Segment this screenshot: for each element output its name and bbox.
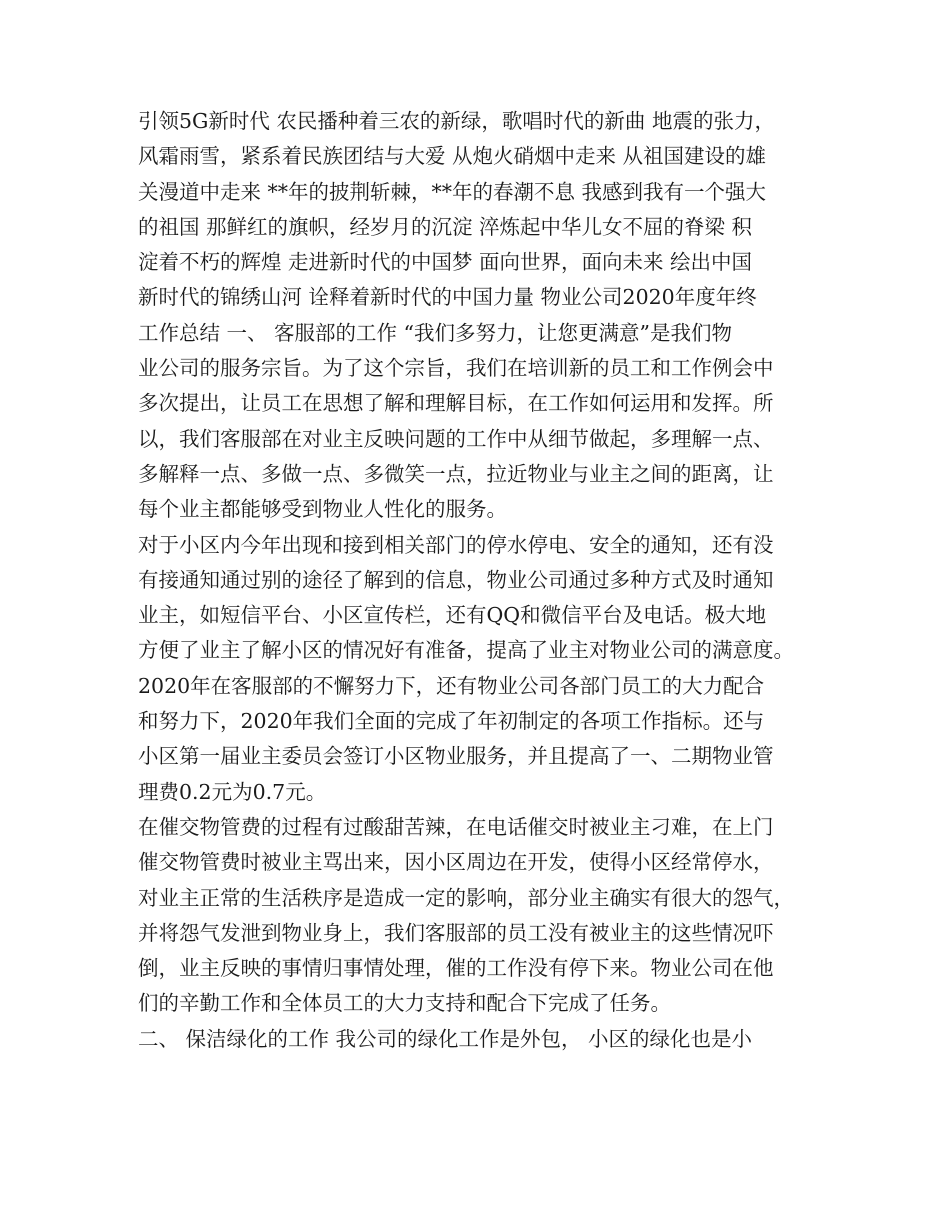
text-line: 倒，业主反映的事情归事情处理，催的工作没有停下来。物业公司在他: [138, 956, 774, 981]
text-line: 新时代的锦绣山河 诠释着新时代的中国力量 物业公司2020年度年终: [138, 285, 757, 310]
text-line: 风霜雨雪，紧系着民族团结与大爱 从炮火硝烟中走来 从祖国建设的雄: [138, 144, 767, 169]
text-line: 的祖国 那鲜红的旗帜，经岁月的沉淀 淬炼起中华儿女不屈的脊梁 积: [138, 214, 753, 239]
text-line: 每个业主都能够受到物业人性化的服务。: [138, 497, 507, 522]
text-line: 业主，如短信平台、小区宣传栏，还有QQ和微信平台及电话。极大地: [138, 603, 767, 628]
text-line: 淀着不朽的辉煌 走进新时代的中国梦 面向世界，面向未来 绘出中国: [138, 250, 753, 275]
text-line: 催交物管费时被业主骂出来，因小区周边在开发，使得小区经常停水，: [138, 850, 774, 875]
text-line: 引领5G新时代 农民播种着三农的新绿，歌唱时代的新曲 地震的张力，: [138, 109, 775, 133]
text-line: 和努力下，2020年我们全面的完成了年初制定的各项工作指标。还与: [138, 709, 765, 734]
text-line: 以，我们客服部在对业主反映问题的工作中从细节做起，多理解一点、: [138, 426, 774, 451]
text-line: 工作总结 一、 客服部的工作 “我们多努力，让您更满意”是我们物: [138, 320, 733, 345]
text-line: 并将怨气发泄到物业身上，我们客服部的员工没有被业主的这些情况吓: [138, 920, 774, 945]
text-line: 小区第一届业主委员会签订小区物业服务，并且提高了一、二期物业管: [138, 744, 774, 769]
text-line: 理费0.2元为0.7元。: [138, 779, 327, 804]
text-line: 2020年在客服部的不懈努力下，还有物业公司各部门员工的大力配合: [138, 673, 765, 698]
text-line: 关漫道中走来 **年的披荆斩棘，**年的春潮不息 我感到我有一个强大: [138, 179, 767, 204]
text-line: 对业主正常的生活秩序是造成一定的影响，部分业主确实有很大的怨气，: [138, 885, 794, 910]
text-line: 有接通知通过别的途径了解到的信息，物业公司通过多种方式及时通知: [138, 567, 774, 592]
text-line: 二、 保洁绿化的工作 我公司的绿化工作是外包， 小区的绿化也是小: [138, 1026, 753, 1051]
text-line: 多次提出，让员工在思想了解和理解目标，在工作如何运用和发挥。所: [138, 391, 774, 416]
text-line: 对于小区内今年出现和接到相关部门的停水停电、安全的通知，还有没: [138, 532, 774, 557]
text-line: 们的辛勤工作和全体员工的大力支持和配合下完成了任务。: [138, 991, 671, 1016]
text-line: 业公司的服务宗旨。为了这个宗旨，我们在培训新的员工和工作例会中: [138, 356, 774, 381]
text-line: 在催交物管费的过程有过酸甜苦辣，在电话催交时被业主刁难，在上门: [138, 814, 774, 839]
text-line: 多解释一点、多做一点、多微笑一点，拉近物业与业主之间的距离，让: [138, 461, 774, 486]
document-body: [138, 104, 838, 1057]
text-line: 方便了业主了解小区的情况好有准备，提高了业主对物业公司的满意度。: [138, 638, 794, 663]
